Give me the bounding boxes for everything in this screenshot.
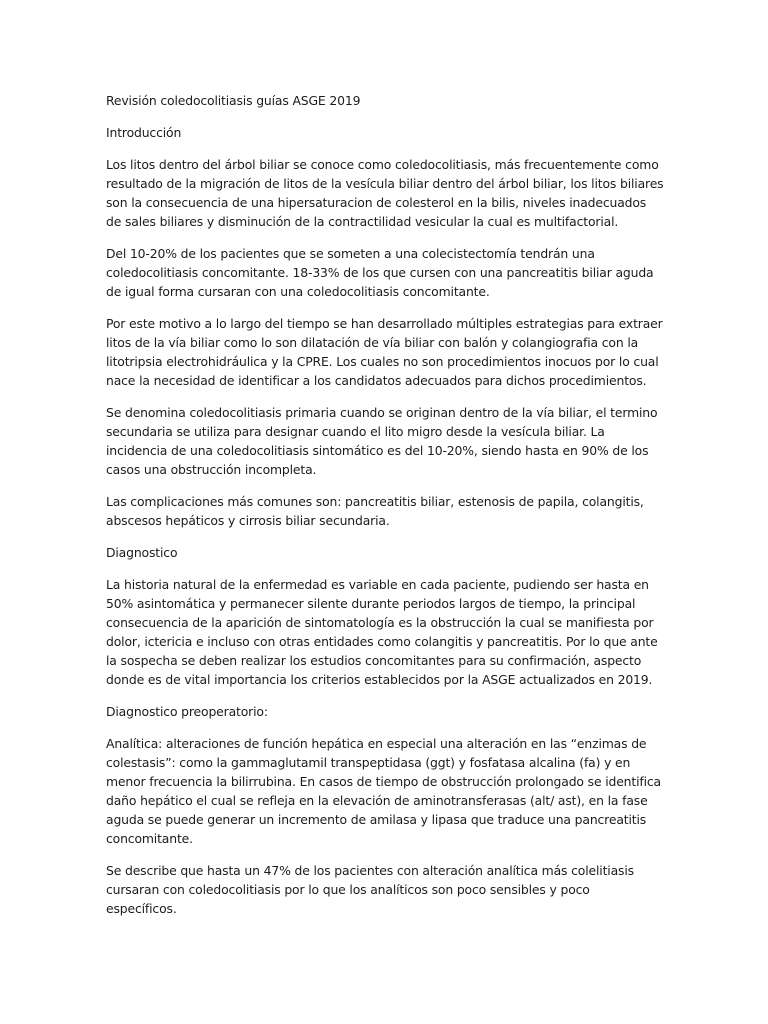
paragraph: La historia natural de la enfermedad es variable en cada paciente, pudiendo ser hasta en 50% asintomática y permanecer silente durante periodos largos de tiempo, la principal consecuencia de la aparición de sintomatología es la obstrucción la cual se manifiesta por dolor, ictericia e incluso con otras entidades como colangitis y pancreatitis. Por lo que ante la sospecha se deben realizar los estudios concomitantes para su confirmación, aspecto donde es de vital importancia los criterios establecidos por la ASGE actualizados en 2019.	[106, 577, 658, 687]
paragraph: Se describe que hasta un 47% de los pacientes con alteración analítica más colelitiasis cursaran con coledocolitiasis por lo que los analíticos son poco sensibles y poco específicos.	[106, 863, 634, 916]
paragraph: Se denomina coledocolitiasis primaria cuando se originan dentro de la vía biliar, el termino secundaria se utiliza para designar cuando el lito migro desde la vesícula biliar. La incidencia de una coledocolitiasis sintomático es del 10-20%, siendo hasta en 90% de los casos una obstrucción incompleta.	[106, 405, 658, 477]
paragraph: Los litos dentro del árbol biliar se conoce como coledocolitiasis, más frecuentemente como resultado de la migración de litos de la vesícula biliar dentro del árbol biliar, los litos biliares son la consecuencia de una hipersaturacion de colesterol en la bilis, niveles inadecuados de sales biliares y disminución de la contractilidad vesicular la cual es multifactorial.	[106, 157, 664, 229]
paragraph: Analítica: alteraciones de función hepática en especial una alteración en las “enzimas de colestasis”: como la gammaglutamil transpeptidasa (ggt) y fosfatasa alcalina (fa) y en menor frecuencia la bilirrubina. En casos de tiempo de obstrucción prolongado se identifica daño hepático el cual se refleja en la elevación de aminotransferasas (alt/ ast), en la fase aguda se puede generar un incremento de amilasa y lipasa que traduce una pancreatitis concomitante.	[106, 736, 662, 846]
paragraph: Del 10-20% de los pacientes que se someten a una colecistectomía tendrán una coledocolitiasis concomitante. 18-33% de los que cursen con una pancreatitis biliar aguda de igual forma cursaran con una coledocolitiasis concomitante.	[106, 246, 654, 299]
section-heading-diagnostico-preoperatorio: Diagnostico preoperatorio:	[106, 704, 268, 719]
document-title: Revisión coledocolitiasis guías ASGE 2019	[106, 93, 361, 108]
paragraph: Por este motivo a lo largo del tiempo se han desarrollado múltiples estrategias para extraer litos de la vía biliar como lo son dilatación de vía biliar con balón y colangiografia con la litotripsia electrohidráulica y la CPRE. Los cuales no son procedimientos inocuos por lo cual nace la necesidad de identificar a los candidatos adecuados para dichos procedimientos.	[106, 316, 663, 388]
section-heading-introduccion: Introducción	[106, 125, 182, 140]
document-body	[106, 91, 664, 931]
paragraph: Las complicaciones más comunes son: pancreatitis biliar, estenosis de papila, colangitis, abscesos hepáticos y cirrosis biliar secundaria.	[106, 494, 644, 528]
section-heading-diagnostico: Diagnostico	[106, 545, 178, 560]
